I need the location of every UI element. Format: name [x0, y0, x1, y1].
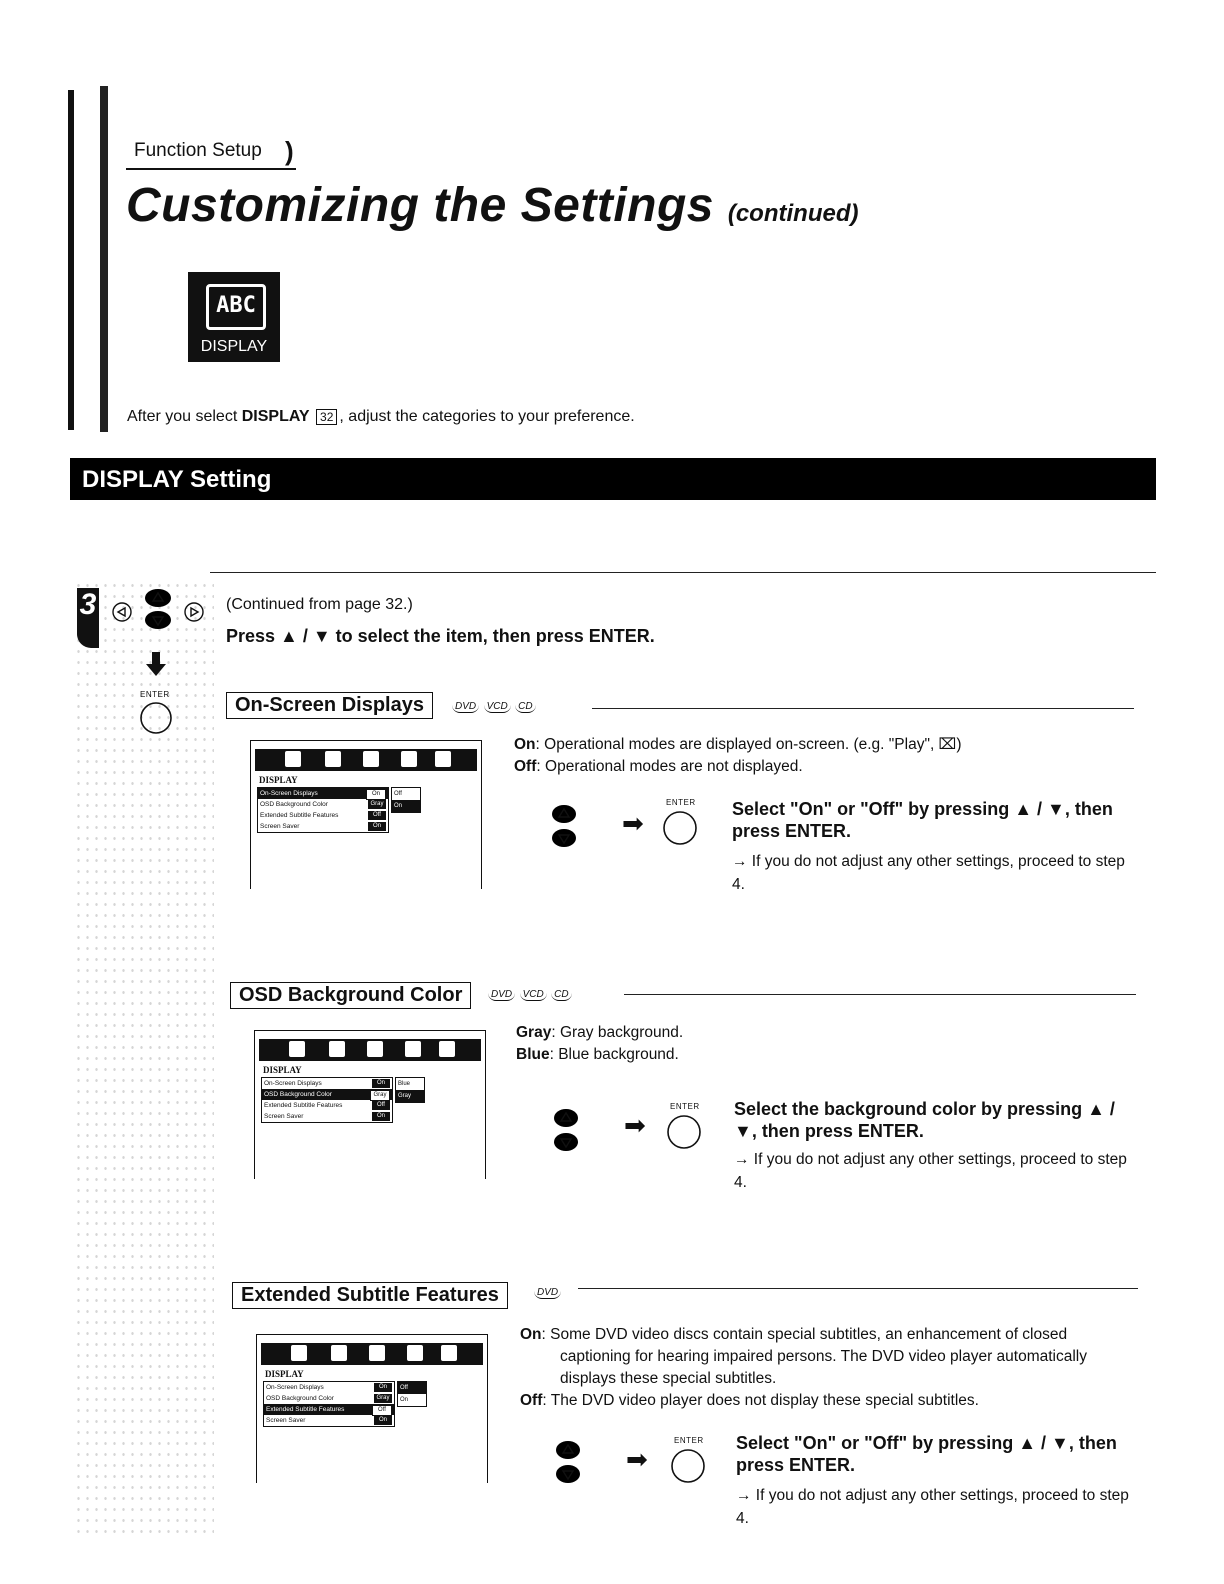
up-down-buttons-icon: [524, 1436, 614, 1488]
enter-label: ENTER: [666, 798, 696, 807]
audio-icon: [367, 1041, 383, 1057]
disc-badges: [452, 696, 536, 714]
lock-icon: [439, 1041, 455, 1057]
page-reference: 32: [316, 409, 337, 425]
enter-button-icon: [138, 700, 174, 736]
display-tab-icon: [405, 1041, 421, 1057]
audio-icon: [363, 751, 379, 767]
cd-badge: CD: [551, 989, 571, 1001]
page-title-suffix: (continued): [727, 200, 859, 227]
up-down-buttons-icon: [520, 800, 610, 852]
osd-menu: [263, 1381, 395, 1427]
osd-row: Extended Subtitle Features Off: [264, 1404, 394, 1415]
intro-text: [127, 408, 635, 426]
dvd-badge: DVD: [452, 701, 479, 713]
breadcrumb-underline: [126, 168, 296, 170]
section-title-extended-subtitle-features: Extended Subtitle Features: [232, 1282, 508, 1309]
osd-menu: [257, 787, 389, 833]
right-arrow-icon: ➡: [622, 808, 644, 838]
osd-row: On-Screen Displays On: [262, 1078, 392, 1089]
section-instruction: Select "On" or "Off" by pressing ▲ / ▼, then press ENTER.: [736, 1433, 1117, 1475]
section-instruction: Select the background color by pressing ▲ / ▼, then press ENTER.: [734, 1099, 1115, 1141]
osd-option: On: [400, 1397, 409, 1403]
right-arrow-icon: ➡: [624, 1110, 646, 1140]
right-arrow-icon: ➡: [626, 1444, 648, 1474]
lock-icon: [441, 1345, 457, 1361]
section-title-osd-background-color: OSD Background Color: [230, 982, 471, 1009]
section-rule: [592, 708, 1134, 709]
osd-option: Off: [394, 791, 402, 797]
margin-bar-right: [100, 86, 108, 432]
display-tab-icon: [407, 1345, 423, 1361]
desc-item: Off: Operational modes are not displayed.: [514, 758, 803, 775]
lock-icon: [435, 751, 451, 767]
enter-button-icon: [668, 1446, 708, 1486]
dpad-icon: [106, 584, 210, 636]
up-down-buttons-icon: [522, 1104, 612, 1156]
desc-item: Gray: Gray background.: [516, 1024, 684, 1041]
osd-option: Off: [398, 1382, 426, 1394]
display-icon-label: DISPLAY: [200, 338, 268, 355]
option-descriptions: [514, 734, 1114, 778]
osd-row: OSD Background Color Gray: [264, 1393, 394, 1404]
language-icon: [331, 1345, 347, 1361]
enter-label: ENTER: [140, 690, 170, 699]
dvd-badge: DVD: [488, 989, 515, 1001]
osd-menu: [261, 1077, 393, 1123]
step-instruction: Press ▲ / ▼ to select the item, then press ENTER.: [226, 626, 655, 646]
osd-icon-bar: [259, 1039, 481, 1061]
language-icon: [329, 1041, 345, 1057]
osd-screenshot: [256, 1334, 488, 1483]
section-title-on-screen-displays: On-Screen Displays: [226, 692, 433, 719]
display-icon-screen: ABC: [206, 284, 266, 330]
osd-option: On: [392, 800, 420, 812]
desc-item: Blue: Blue background.: [516, 1046, 679, 1063]
picture-icon: [289, 1041, 305, 1057]
osd-option: Gray: [396, 1090, 424, 1102]
option-descriptions: [520, 1324, 1120, 1412]
continued-note: (Continued from page 32.): [226, 596, 413, 613]
breadcrumb-bracket: ): [285, 136, 294, 166]
osd-row: Extended Subtitle Features Off: [258, 810, 388, 821]
page-title-text: Customizing the Settings: [126, 179, 714, 232]
desc-item: On: Operational modes are displayed on-screen. (e.g. "Play", ⌧): [514, 736, 962, 753]
osd-row: Extended Subtitle Features Off: [262, 1100, 392, 1111]
osd-icon-bar: [255, 749, 477, 771]
intro-bold: DISPLAY: [241, 408, 310, 425]
intro-before: After you select: [127, 408, 242, 425]
display-tab-icon: [401, 751, 417, 767]
osd-screenshot: [254, 1030, 486, 1179]
disc-badges: [488, 984, 572, 1002]
section-bar-title: DISPLAY Setting: [82, 466, 272, 493]
osd-options: [391, 787, 421, 813]
osd-row: Screen Saver On: [262, 1111, 392, 1122]
section-rule: [578, 1288, 1138, 1289]
option-descriptions: [516, 1022, 1116, 1066]
enter-label: ENTER: [674, 1436, 704, 1445]
section-instruction: Select "On" or "Off" by pressing ▲ / ▼, then press ENTER.: [732, 799, 1113, 841]
picture-icon: [285, 751, 301, 767]
display-icon: [188, 272, 280, 362]
osd-screenshot: [250, 740, 482, 889]
osd-row: Screen Saver On: [264, 1415, 394, 1426]
cd-badge: CD: [515, 701, 535, 713]
enter-button-icon: [660, 808, 700, 848]
osd-heading: DISPLAY: [259, 775, 298, 785]
step-divider: [210, 572, 1156, 573]
audio-icon: [369, 1345, 385, 1361]
osd-options: [397, 1381, 427, 1407]
down-arrow-icon: [144, 652, 168, 678]
breadcrumb: Function Setup: [134, 140, 262, 161]
section-note: → If you do not adjust any other settings, proceed to step 4.: [732, 853, 1125, 893]
section-note: → If you do not adjust any other settings, proceed to step 4.: [736, 1487, 1129, 1527]
enter-button-icon: [664, 1112, 704, 1152]
vcd-badge: VCD: [520, 989, 547, 1001]
section-note: → If you do not adjust any other settings, proceed to step 4.: [734, 1151, 1127, 1191]
picture-icon: [291, 1345, 307, 1361]
section-rule: [624, 994, 1136, 995]
desc-item: Off: The DVD video player does not display these special subtitles.: [520, 1392, 979, 1409]
osd-row: OSD Background Color Gray: [262, 1089, 392, 1100]
osd-heading: DISPLAY: [265, 1369, 304, 1379]
osd-row: On-Screen Displays On: [258, 788, 388, 799]
intro-after: , adjust the categories to your preference.: [339, 408, 635, 425]
margin-bar-left: [68, 90, 74, 430]
osd-icon-bar: [261, 1343, 483, 1365]
osd-option: Blue: [398, 1081, 411, 1087]
osd-row: Screen Saver On: [258, 821, 388, 832]
desc-item: On: Some DVD video discs contain special subtitles, an enhancement of closed captioning for hearing impaired persons. The DVD video player automatically displays these special subtitles.: [520, 1326, 1087, 1387]
osd-row: On-Screen Displays On: [264, 1382, 394, 1393]
step-number: 3: [77, 588, 99, 648]
language-icon: [325, 751, 341, 767]
osd-row: OSD Background Color Gray: [258, 799, 388, 810]
osd-options: [395, 1077, 425, 1103]
osd-heading: DISPLAY: [263, 1065, 302, 1075]
page-title: [126, 178, 858, 233]
enter-label: ENTER: [670, 1102, 700, 1111]
vcd-badge: VCD: [484, 701, 511, 713]
disc-badges: [534, 1282, 561, 1300]
dvd-badge: DVD: [534, 1287, 561, 1299]
